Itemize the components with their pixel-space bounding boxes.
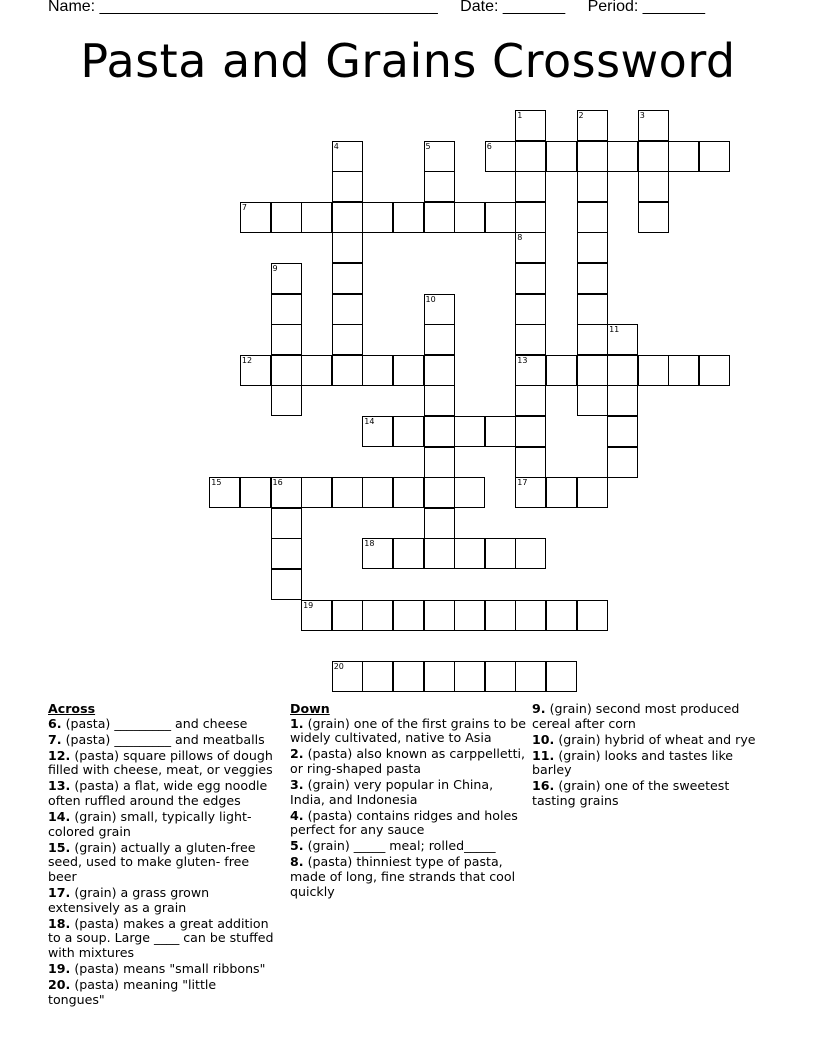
grid-cell[interactable] (301, 202, 332, 233)
grid-cell[interactable] (546, 600, 577, 631)
clue-item-number: 4. (290, 807, 304, 823)
date-field[interactable]: Date: _______ (460, 0, 566, 15)
clue-item (532, 749, 768, 778)
grid-cell[interactable] (362, 202, 393, 233)
clue-item (532, 779, 768, 808)
grid-cell[interactable] (607, 385, 638, 416)
grid-cell[interactable] (515, 110, 546, 141)
clues-column-2 (290, 702, 526, 901)
grid-cell[interactable] (362, 600, 393, 631)
clue-number: 19 (303, 600, 314, 610)
grid-cell[interactable] (546, 355, 577, 386)
clue-item-number: 13. (48, 778, 71, 794)
clue-item-text: (pasta) makes a great addition to a soup. Large ____ can be stuffed with mixtures (48, 915, 274, 960)
clue-section-heading: Across (48, 701, 96, 716)
grid-cell[interactable] (393, 661, 424, 692)
clue-item (290, 809, 526, 838)
grid-cell[interactable] (393, 416, 424, 447)
clue-number: 6 (486, 141, 492, 151)
clue-item (290, 778, 526, 807)
grid-cell[interactable] (607, 141, 638, 172)
grid-cell[interactable] (301, 355, 332, 386)
clue-item-number: 7. (48, 731, 62, 747)
grid-cell[interactable] (271, 263, 302, 294)
grid-cell[interactable] (668, 141, 699, 172)
clue-item-text: (grain) small, typically light-colored grain (48, 809, 252, 839)
grid-cell[interactable] (271, 202, 302, 233)
clue-item (290, 747, 526, 776)
clue-item (48, 978, 276, 1007)
grid-cell[interactable] (271, 508, 302, 539)
clue-item-text: (grain) actually a gluten-free seed, used to make gluten- free beer (48, 839, 256, 885)
grid-cell[interactable] (515, 416, 546, 447)
grid-cell[interactable] (577, 263, 608, 294)
grid-cell[interactable] (577, 324, 608, 355)
grid-cell[interactable] (485, 202, 516, 233)
grid-cell[interactable] (577, 171, 608, 202)
clue-item (48, 749, 276, 778)
grid-cell[interactable] (301, 600, 332, 631)
clue-section-heading: Down (290, 701, 330, 716)
clue-number: 17 (517, 478, 528, 488)
clue-item-text: (grain) _____ meal; rolled_____ (303, 838, 496, 854)
clue-item (48, 717, 276, 732)
clue-item-text: (pasta) meaning "little tongues" (48, 977, 217, 1007)
grid-cell[interactable] (240, 202, 271, 233)
grid-cell[interactable] (638, 110, 669, 141)
clue-item (48, 962, 276, 977)
clue-number: 16 (272, 478, 283, 488)
grid-cell[interactable] (515, 600, 546, 631)
grid-cell[interactable] (515, 263, 546, 294)
grid-cell[interactable] (393, 355, 424, 386)
grid-cell[interactable] (424, 508, 455, 539)
grid-cell[interactable] (424, 385, 455, 416)
grid-cell[interactable] (393, 600, 424, 631)
grid-cell[interactable] (577, 294, 608, 325)
name-field[interactable]: Name: ______________________________________ (48, 0, 438, 15)
grid-cell[interactable] (424, 171, 455, 202)
clue-item-number: 10. (532, 731, 555, 747)
clue-item-text: (pasta) square pillows of dough filled with cheese, meat, or veggies (48, 747, 273, 778)
grid-cell[interactable] (424, 294, 455, 325)
clue-item-number: 11. (532, 747, 555, 763)
grid-cell[interactable] (454, 661, 485, 692)
grid-cell[interactable] (485, 538, 516, 569)
grid-cell[interactable] (332, 171, 363, 202)
grid-cell[interactable] (515, 294, 546, 325)
grid-cell[interactable] (209, 477, 240, 508)
clue-number: 7 (241, 202, 247, 212)
grid-cell[interactable] (577, 141, 608, 172)
clue-item-number: 12. (48, 747, 71, 763)
clue-number: 9 (272, 264, 278, 273)
clue-item-number: 18. (48, 915, 71, 931)
grid-cell[interactable] (668, 355, 699, 386)
grid-cell[interactable] (332, 263, 363, 294)
grid-cell[interactable] (546, 661, 577, 692)
grid-cell[interactable] (546, 477, 577, 508)
grid-cell[interactable] (393, 477, 424, 508)
clue-number: 14 (364, 417, 375, 426)
clue-item-number: 8. (290, 854, 304, 870)
grid-cell[interactable] (271, 477, 302, 508)
grid-cell[interactable] (271, 294, 302, 325)
clue-item-text: (grain) very popular in China, India, and Indonesia (290, 776, 494, 807)
clue-item-number: 5. (290, 838, 304, 854)
grid-cell[interactable] (424, 600, 455, 631)
clue-item-number: 1. (290, 715, 304, 731)
grid-cell[interactable] (301, 477, 332, 508)
clue-item (532, 702, 768, 731)
clue-number: 8 (517, 233, 523, 243)
page-title: Pasta and Grains Crossword (80, 34, 736, 88)
grid-cell[interactable] (515, 385, 546, 416)
clues-column-1 (48, 702, 276, 1009)
grid-cell[interactable] (546, 141, 577, 172)
clue-item-text: (pasta) _________ and meatballs (61, 731, 265, 747)
clue-number: 12 (241, 355, 253, 365)
grid-cell[interactable] (638, 355, 669, 386)
clue-item-text: (grain) one of the first grains to be widely cultivated, native to Asia (290, 715, 526, 746)
grid-cell[interactable] (424, 141, 455, 172)
clue-item-text: (pasta) thinniest type of pasta, made of long, fine strands that cool quickly (290, 854, 516, 899)
grid-cell[interactable] (485, 600, 516, 631)
grid-cell[interactable] (332, 477, 363, 508)
grid-cell[interactable] (424, 202, 455, 233)
grid-cell[interactable] (362, 661, 393, 692)
grid-cell[interactable] (240, 355, 271, 386)
grid-cell[interactable] (271, 385, 302, 416)
clue-item-text: (pasta) means "small ribbons" (70, 961, 266, 977)
clue-item (48, 779, 276, 808)
clue-number: 4 (333, 141, 339, 151)
grid-cell[interactable] (515, 202, 546, 233)
grid-cell[interactable] (454, 538, 485, 569)
grid-cell[interactable] (515, 355, 546, 386)
grid-cell[interactable] (362, 416, 393, 447)
clue-item-text: (grain) looks and tastes like barley (532, 747, 734, 778)
grid-cell[interactable] (454, 202, 485, 233)
grid-cell[interactable] (515, 538, 546, 569)
grid-cell[interactable] (515, 232, 546, 263)
grid-cell[interactable] (332, 661, 363, 692)
grid-cell[interactable] (485, 661, 516, 692)
grid-cell[interactable] (699, 355, 730, 386)
grid-cell[interactable] (607, 416, 638, 447)
clue-item-number: 19. (48, 961, 71, 977)
grid-cell[interactable] (485, 141, 516, 172)
clue-item-text: (pasta) also known as carppelletti, or ring-shaped pasta (290, 746, 526, 776)
grid-cell[interactable] (577, 600, 608, 631)
clue-item-number: 17. (48, 885, 71, 901)
grid-cell[interactable] (577, 232, 608, 263)
grid-cell[interactable] (271, 538, 302, 569)
clue-number: 2 (578, 111, 584, 120)
clue-number: 18 (364, 539, 375, 549)
clue-item-text: (grain) second most produced cereal after corn (532, 701, 740, 731)
grid-cell[interactable] (454, 600, 485, 631)
clue-number: 13 (517, 355, 528, 365)
clue-number: 11 (609, 325, 620, 335)
grid-cell[interactable] (515, 661, 546, 692)
grid-cell[interactable] (424, 661, 455, 692)
grid-cell[interactable] (332, 324, 363, 355)
clues-column-3 (532, 702, 768, 810)
grid-cell[interactable] (515, 447, 546, 478)
grid-cell[interactable] (515, 141, 546, 172)
grid-cell[interactable] (332, 355, 363, 386)
grid-cell[interactable] (454, 416, 485, 447)
clue-item (48, 733, 276, 748)
grid-cell[interactable] (332, 600, 363, 631)
clue-item (48, 810, 276, 839)
grid-cell[interactable] (393, 538, 424, 569)
clue-item-number: 3. (290, 776, 304, 792)
clue-number: 20 (333, 661, 344, 671)
grid-cell[interactable] (485, 416, 516, 447)
grid-cell[interactable] (638, 141, 669, 172)
clue-item-text: (pasta) contains ridges and holes perfect for any sauce (290, 807, 518, 838)
grid-cell[interactable] (577, 110, 608, 141)
clue-item (48, 841, 276, 885)
grid-cell[interactable] (638, 202, 669, 233)
grid-cell[interactable] (362, 477, 393, 508)
clue-item-number: 20. (48, 977, 71, 993)
clue-number: 1 (517, 111, 523, 120)
grid-cell[interactable] (424, 355, 455, 386)
grid-cell[interactable] (240, 477, 271, 508)
grid-cell[interactable] (424, 477, 455, 508)
clue-item-text: (pasta) _________ and cheese (61, 715, 248, 731)
clue-item-text: (grain) a grass grown extensively as a grain (48, 885, 210, 915)
grid-cell[interactable] (332, 141, 363, 172)
grid-cell[interactable] (515, 477, 546, 508)
clue-item (290, 717, 526, 746)
clue-item-number: 2. (290, 746, 304, 762)
clue-item-number: 14. (48, 809, 71, 825)
grid-cell[interactable] (424, 538, 455, 569)
grid-cell[interactable] (424, 416, 455, 447)
clue-item-number: 15. (48, 839, 71, 855)
clue-item (532, 733, 768, 748)
grid-cell[interactable] (577, 477, 608, 508)
grid-cell[interactable] (424, 324, 455, 355)
clue-item (48, 917, 276, 961)
clue-item-text: (pasta) a flat, wide egg noodle often ruffled around the edges (48, 778, 268, 809)
grid-cell[interactable] (515, 324, 546, 355)
grid-cell[interactable] (607, 447, 638, 478)
grid-cell[interactable] (454, 477, 485, 508)
grid-cell[interactable] (332, 232, 363, 263)
grid-cell[interactable] (577, 202, 608, 233)
grid-cell[interactable] (271, 324, 302, 355)
clue-item-number: 9. (532, 701, 546, 716)
clue-item (290, 839, 526, 854)
grid-cell[interactable] (362, 355, 393, 386)
grid-cell[interactable] (638, 171, 669, 202)
clue-item-text: (grain) one of the sweetest tasting grains (532, 778, 730, 809)
clue-number: 3 (639, 111, 645, 120)
clue-item-text: (grain) hybrid of wheat and rye (554, 731, 756, 747)
clue-item-number: 16. (532, 778, 555, 794)
grid-cell[interactable] (271, 355, 302, 386)
grid-cell[interactable] (699, 141, 730, 172)
grid-cell[interactable] (271, 569, 302, 600)
grid-cell[interactable] (577, 355, 608, 386)
clue-number: 15 (211, 478, 222, 488)
grid-cell[interactable] (577, 385, 608, 416)
grid-cell[interactable] (607, 324, 638, 355)
grid-cell[interactable] (515, 171, 546, 202)
grid-cell[interactable] (424, 447, 455, 478)
grid-cell[interactable] (362, 538, 393, 569)
grid-cell[interactable] (332, 294, 363, 325)
clue-item-number: 6. (48, 715, 62, 731)
clue-item (48, 886, 276, 915)
grid-cell[interactable] (393, 202, 424, 233)
period-field[interactable]: Period: _______ (587, 0, 706, 15)
clue-number: 10 (425, 294, 436, 304)
grid-cell[interactable] (607, 355, 638, 386)
clue-number: 5 (425, 141, 431, 151)
clue-item (290, 855, 526, 899)
grid-cell[interactable] (332, 202, 363, 233)
